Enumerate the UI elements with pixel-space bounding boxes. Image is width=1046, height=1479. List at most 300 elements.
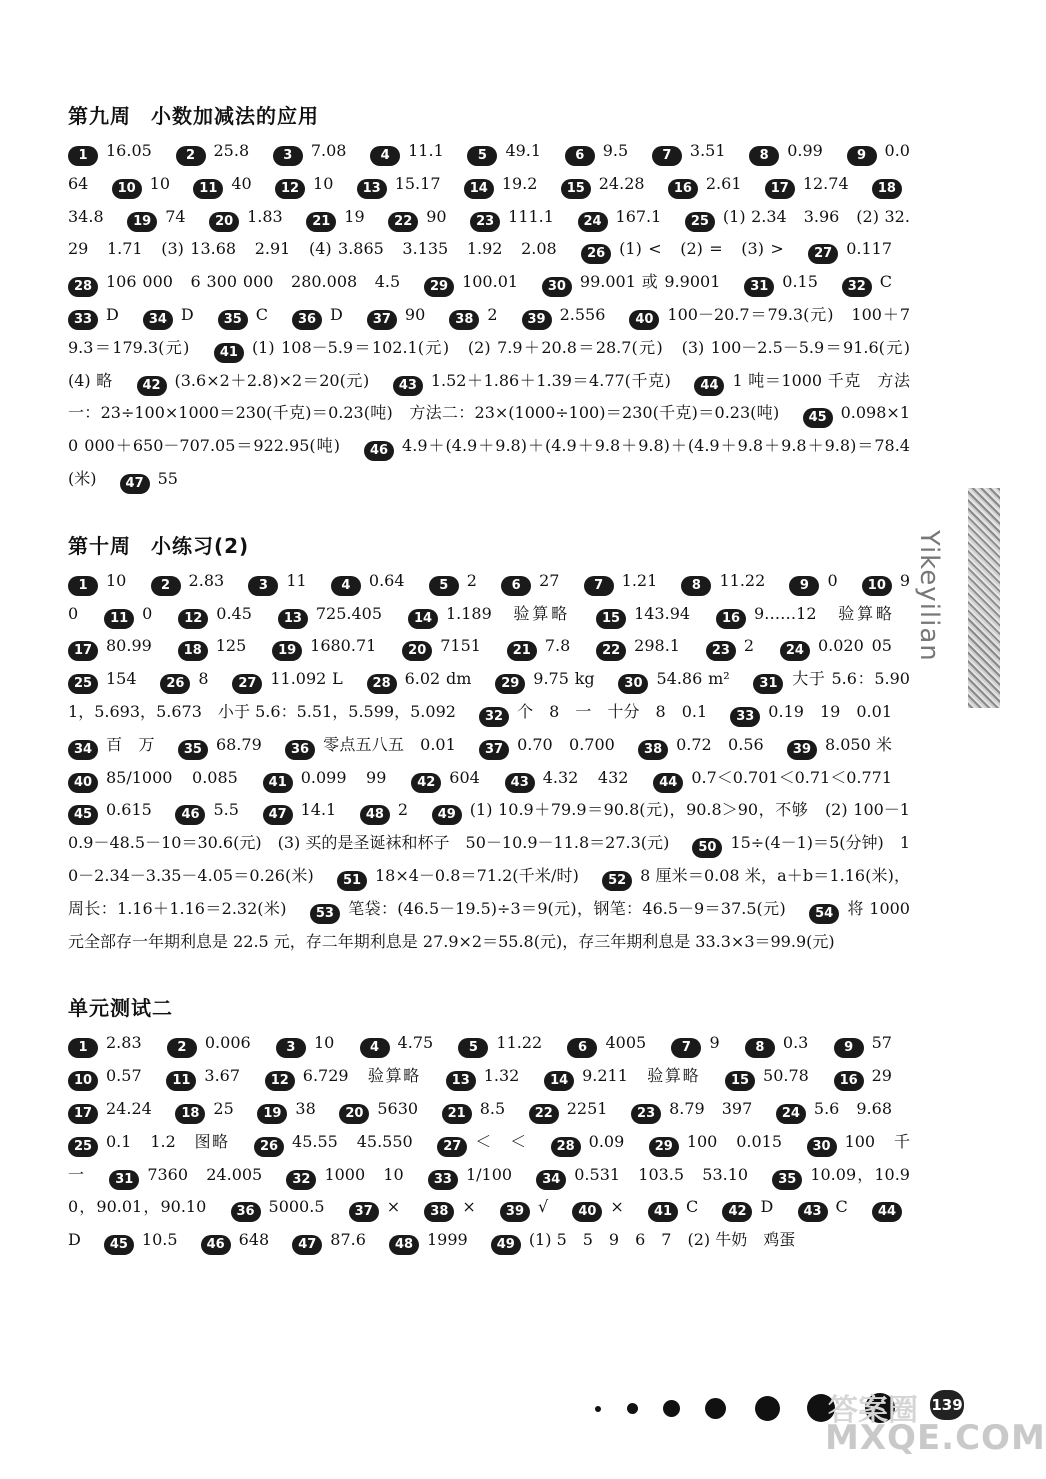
answer-item	[428, 1164, 513, 1187]
answer-item	[178, 603, 252, 626]
question-number-badge: 44	[653, 773, 683, 793]
answer-item	[536, 1164, 749, 1187]
answer-text: 11.1	[408, 141, 444, 160]
question-number-badge: 51	[337, 871, 367, 891]
answer-item	[68, 669, 137, 692]
answer-text: 2	[743, 636, 755, 656]
answer-item	[331, 570, 405, 593]
page-edge-tab	[968, 488, 1000, 708]
answer-item	[201, 1230, 270, 1253]
section-title	[68, 100, 910, 129]
answer-text: 5630	[377, 1098, 419, 1118]
answer-item	[671, 1033, 720, 1056]
answer-text: C	[835, 1197, 848, 1217]
answer-text: 154	[106, 669, 137, 689]
answer-item	[257, 1098, 316, 1121]
answer-item	[68, 800, 152, 823]
question-number-badge: 21	[306, 212, 336, 232]
section-title-text: 第九周	[68, 104, 131, 128]
answer-item	[565, 141, 629, 163]
dot-5	[755, 1396, 780, 1421]
question-number-badge: 34	[536, 1170, 566, 1190]
question-number-badge: 25	[685, 212, 715, 232]
answer-item	[596, 603, 691, 626]
question-number-badge: 33	[428, 1170, 458, 1190]
answer-item	[151, 570, 225, 593]
answer-text: 10.09，10.90，90.01，90.10	[68, 1164, 910, 1217]
question-number-badge: 7	[671, 1038, 701, 1058]
answer-text: 1.32	[483, 1066, 520, 1086]
answer-text: 1.52＋1.86＋1.39＝4.77(千克)	[430, 370, 671, 390]
answer-item	[273, 141, 347, 163]
answer-item	[429, 570, 477, 593]
dot-4	[705, 1398, 726, 1419]
question-number-badge: 39	[787, 740, 817, 760]
answer-text: 2	[466, 570, 477, 590]
question-number-badge: 13	[446, 1071, 476, 1091]
answer-text: 38	[295, 1098, 316, 1118]
answer-item	[745, 1033, 809, 1056]
question-number-badge: 18	[175, 1104, 205, 1124]
answer-item	[551, 1131, 625, 1154]
answer-text: 34.8	[68, 206, 104, 226]
question-number-badge: 6	[501, 576, 531, 596]
answer-item	[68, 636, 152, 659]
answer-item	[581, 239, 784, 262]
answer-text: 27	[539, 570, 560, 590]
answer-text: 3.67	[204, 1066, 241, 1086]
answer-item	[68, 272, 401, 295]
answer-text: ×	[386, 1197, 401, 1217]
answer-text: 2	[397, 800, 409, 820]
answer-item	[209, 206, 283, 229]
answer-item	[765, 173, 849, 196]
answer-item	[501, 570, 560, 593]
answer-text: 5.5	[213, 800, 239, 820]
answer-item	[175, 1098, 234, 1121]
answer-text: 0	[827, 570, 838, 590]
question-number-badge: 4	[360, 1038, 390, 1058]
question-number-badge: 27	[232, 674, 262, 694]
question-number-badge: 17	[68, 1104, 98, 1124]
question-number-badge: 20	[339, 1104, 369, 1124]
question-number-badge: 29	[649, 1137, 679, 1157]
question-number-badge: 42	[411, 773, 441, 793]
question-number-badge: 9	[834, 1038, 864, 1058]
answer-text: 0.57	[106, 1066, 142, 1086]
answer-text: 57	[871, 1033, 892, 1053]
answer-text: 90	[426, 206, 447, 226]
question-number-badge: 24	[776, 1104, 806, 1124]
answer-item	[424, 272, 519, 295]
question-number-badge: 34	[68, 740, 98, 760]
answer-text: 0.1 1.2 图略	[106, 1131, 230, 1151]
answer-item	[367, 304, 426, 327]
answer-item	[631, 1098, 753, 1121]
question-number-badge: 8	[745, 1038, 775, 1058]
answer-text: 1680.71	[310, 636, 377, 656]
answer-text: 298.1	[634, 636, 680, 656]
question-number-badge: 24	[780, 641, 810, 661]
question-number-badge: 20	[209, 212, 239, 232]
question-number-badge: 44	[694, 376, 724, 396]
question-number-badge: 11	[166, 1071, 196, 1091]
answer-text: 11.22	[496, 1033, 543, 1053]
answer-text: 2.556	[559, 304, 606, 324]
answer-text: 9	[709, 1033, 720, 1053]
answer-item	[507, 636, 571, 659]
answer-item	[166, 1066, 241, 1089]
answer-item	[787, 734, 893, 757]
answer-text: D	[68, 1230, 81, 1250]
answer-item	[479, 701, 708, 724]
answer-item	[479, 734, 615, 757]
answer-item	[68, 1131, 230, 1154]
answer-text: 将 1000 元全部存一年期利息是 22.5 元，存二年期利息是 27.9×2＝55.8(元)，存三年期利息是 33.3×3＝99.9(元)	[68, 898, 910, 951]
answer-item	[652, 141, 726, 163]
answer-page	[68, 100, 927, 1291]
answer-item	[500, 1197, 549, 1220]
question-number-badge: 15	[596, 609, 626, 629]
answer-item	[706, 636, 755, 659]
answer-item	[780, 636, 892, 659]
question-number-badge: 48	[389, 1235, 419, 1255]
question-number-badge: 26	[581, 244, 611, 264]
answer-item	[337, 865, 579, 888]
question-number-badge: 48	[360, 805, 390, 825]
answer-item	[393, 370, 671, 393]
answer-text: 8.79 397	[669, 1098, 753, 1118]
question-number-badge: 17	[765, 179, 795, 199]
answer-text: 100 千 一	[68, 1131, 926, 1184]
question-number-badge: 8	[681, 576, 711, 596]
question-number-badge: 18	[178, 641, 208, 661]
answer-item	[275, 173, 334, 196]
question-number-badge: 5	[467, 146, 497, 166]
question-number-badge: 35	[178, 740, 208, 760]
question-number-badge: 12	[178, 609, 208, 629]
section-subtitle: 小数加减法的应用	[151, 104, 319, 128]
answer-item	[567, 1033, 647, 1056]
question-number-badge: 29	[495, 674, 525, 694]
answer-text: 9.211 验算略	[582, 1066, 701, 1086]
answer-item	[716, 603, 892, 626]
answer-item	[68, 1098, 152, 1121]
question-number-badge: 46	[364, 441, 394, 461]
question-number-badge: 37	[367, 310, 397, 330]
watermark: MXQE.COM	[825, 1418, 1046, 1458]
answer-item	[68, 1066, 142, 1089]
answer-item	[109, 1164, 263, 1187]
answer-text: 11.092 L	[270, 669, 343, 689]
question-number-badge: 21	[442, 1104, 472, 1124]
question-number-badge: 16	[716, 609, 746, 629]
section-subtitle: 小练习(2)	[151, 533, 250, 558]
question-number-badge: 15	[725, 1071, 755, 1091]
answer-item	[231, 1197, 325, 1220]
answer-text: 8.5	[479, 1098, 506, 1118]
question-number-badge: 9	[789, 576, 819, 596]
answer-text: 24.28	[598, 173, 645, 193]
answer-item	[542, 272, 721, 295]
question-number-badge: 3	[248, 576, 278, 596]
question-number-badge: 43	[505, 773, 535, 793]
answer-item	[442, 1098, 506, 1121]
answer-text: 10	[313, 1033, 335, 1053]
answer-item	[175, 800, 239, 823]
question-number-badge: 41	[263, 773, 293, 793]
question-number-badge: 18	[872, 179, 902, 199]
answer-text: 0.006	[204, 1033, 251, 1053]
question-number-badge: 2	[176, 146, 206, 166]
answer-text: 15÷(4－1)＝5(分钟) 10－2.34－3.35－4.05＝0.26(米)	[68, 833, 910, 885]
answer-item	[529, 1098, 608, 1121]
answer-text: D	[760, 1197, 774, 1217]
answer-text: 111.1	[508, 206, 554, 226]
answer-text: 100.01	[462, 272, 519, 292]
answer-item	[653, 767, 892, 790]
question-number-badge: 23	[706, 641, 736, 661]
answer-text: 笔袋：(46.5－19.5)÷3＝9(元)，钢笔：46.5－9＝37.5(元)	[347, 898, 786, 918]
question-number-badge: 14	[408, 609, 438, 629]
answer-item	[167, 1033, 251, 1056]
question-number-badge: 27	[437, 1137, 467, 1157]
answer-item	[232, 669, 343, 692]
question-number-badge: 46	[175, 805, 205, 825]
answer-list	[68, 565, 910, 959]
answer-text: 大于 5.6：5.901，5.693，5.673 小于 5.6：5.51，5.599，5.092	[68, 669, 910, 721]
question-number-badge: 3	[273, 146, 303, 166]
question-number-badge: 49	[491, 1235, 521, 1255]
question-number-badge: 28	[551, 1137, 581, 1157]
answer-text: ×	[610, 1197, 624, 1217]
answer-item	[104, 1230, 178, 1253]
question-number-badge: 1	[68, 576, 98, 596]
answer-text: 0.45	[216, 603, 252, 623]
answer-item	[834, 1033, 892, 1056]
question-number-badge: 26	[160, 674, 190, 694]
question-number-badge: 10	[112, 179, 142, 199]
answer-text: D	[330, 304, 343, 324]
answer-item	[68, 767, 238, 790]
question-number-badge: 35	[218, 310, 248, 330]
answer-text: 百 万	[106, 734, 155, 754]
answer-text: 0.098×10 000＋650－707.05＝922.95(吨)	[68, 403, 910, 456]
question-number-badge: 4	[331, 576, 361, 596]
answer-item	[618, 669, 730, 692]
question-number-badge: 34	[143, 310, 173, 330]
answer-item	[464, 173, 538, 196]
answer-item	[437, 1131, 527, 1154]
answer-text: ×	[462, 1197, 476, 1217]
question-number-badge: 30	[807, 1137, 837, 1157]
answer-item	[285, 734, 456, 757]
answer-item	[730, 701, 893, 724]
answer-text: 7151	[440, 636, 481, 656]
answer-item	[584, 570, 658, 593]
answer-text: 0	[142, 603, 153, 623]
question-number-badge: 17	[68, 641, 98, 661]
question-number-badge: 40	[629, 310, 659, 330]
answer-text: 45.55 45.550	[292, 1131, 413, 1151]
question-number-badge: 32	[286, 1170, 316, 1190]
question-number-badge: 5	[458, 1038, 488, 1058]
question-number-badge: 6	[567, 1038, 597, 1058]
answer-text: 24.24	[106, 1098, 152, 1118]
answer-text: 6.729 验算略	[302, 1066, 421, 1086]
answer-text: 604	[449, 767, 480, 787]
answer-text: 7360 24.005	[147, 1164, 263, 1184]
question-number-badge: 12	[265, 1071, 295, 1091]
answer-text: 5.6 9.68	[813, 1098, 892, 1118]
answer-item	[491, 1230, 796, 1253]
question-number-badge: 22	[529, 1104, 559, 1124]
question-number-badge: 4	[370, 146, 400, 166]
answer-text: 11	[286, 570, 307, 590]
answer-text: 0.531 103.5 53.10	[574, 1164, 749, 1184]
question-number-badge: 47	[263, 805, 293, 825]
answer-text: 648	[238, 1230, 270, 1250]
answer-section	[68, 100, 927, 496]
answer-text: 1000 10	[324, 1164, 404, 1184]
answer-text: 68.79	[215, 734, 262, 754]
answer-item	[339, 1098, 419, 1121]
answer-item	[360, 1033, 434, 1056]
answer-text: 10	[313, 173, 334, 193]
question-number-badge: 52	[602, 871, 632, 891]
question-number-badge: 7	[652, 146, 682, 166]
question-number-badge: 27	[808, 244, 838, 264]
answer-text: 0.099 99	[300, 767, 387, 787]
answer-text: 7.08	[310, 141, 347, 160]
question-number-badge: 11	[193, 179, 223, 199]
answer-text: 15.17	[394, 173, 441, 193]
answer-text: (1) < (2) = (3) >	[619, 239, 784, 259]
answer-text: 0.09	[588, 1131, 625, 1151]
answer-item	[367, 669, 472, 692]
answer-item	[411, 767, 480, 790]
section-title-text: 单元测试二	[68, 996, 173, 1021]
answer-text: (1) 10.9＋79.9＝90.8(元)，90.8＞90，不够 (2) 100－10.9－48.5－10＝30.6(元) (3) 买的是圣诞袜和杯子 50－10.9－11.8＝27.3(元)	[68, 800, 910, 853]
question-number-badge: 43	[393, 376, 423, 396]
answer-item	[218, 304, 268, 327]
answer-item	[798, 1197, 848, 1220]
answer-item	[458, 1033, 543, 1056]
answer-text: 85/1000 0.085	[106, 767, 238, 787]
answer-text: 106 000 6 300 000 280.008 4.5	[106, 272, 401, 292]
answer-item	[265, 1066, 421, 1089]
question-number-badge: 40	[572, 1202, 602, 1222]
question-number-badge: 25	[68, 1137, 98, 1157]
answer-item	[292, 304, 343, 327]
question-number-badge: 11	[104, 609, 134, 629]
answer-item	[389, 1230, 468, 1253]
answer-text: 4.75	[397, 1033, 434, 1053]
answer-text: 0.020 05	[817, 636, 892, 656]
question-number-badge: 22	[596, 641, 626, 661]
dot-2	[627, 1403, 638, 1414]
answer-item	[789, 570, 838, 593]
question-number-badge: 38	[449, 310, 479, 330]
answer-text: 0.64	[368, 570, 405, 590]
answer-item	[68, 1033, 142, 1056]
answer-text: C	[879, 272, 893, 292]
question-number-badge: 45	[68, 805, 98, 825]
question-number-badge: 41	[648, 1202, 678, 1222]
answer-item	[808, 239, 892, 262]
answer-text: C	[686, 1197, 699, 1217]
answer-text: 8.050 米	[824, 734, 893, 754]
answer-item	[408, 603, 571, 626]
question-number-badge: 8	[749, 146, 779, 166]
answer-list	[68, 135, 927, 496]
question-number-badge: 23	[470, 212, 500, 232]
question-number-badge: 28	[367, 674, 397, 694]
answer-text: 99.001 或 9.9001	[579, 272, 721, 292]
answer-item	[402, 636, 481, 659]
answer-text: (1) 108－5.9＝102.1(元) (2) 7.9＋20.8＝28.7(元) (3) 100－2.5－5.9＝91.6(元) (4) 略	[68, 337, 927, 390]
question-number-badge: 42	[137, 376, 167, 396]
answer-item	[272, 636, 377, 659]
question-number-badge: 13	[278, 609, 308, 629]
question-number-badge: 29	[424, 277, 454, 297]
answer-section	[68, 992, 926, 1257]
answer-item	[495, 669, 595, 692]
answer-item	[776, 1098, 892, 1121]
question-number-badge: 23	[631, 1104, 661, 1124]
answer-item	[137, 370, 370, 393]
answer-text: 19	[344, 206, 365, 226]
answer-text: 5000.5	[268, 1197, 325, 1217]
answer-item	[127, 206, 186, 229]
answer-item	[388, 206, 447, 229]
answer-text: 0.19 19 0.01	[768, 701, 893, 721]
answer-text: 40	[231, 173, 252, 193]
answer-item	[668, 173, 742, 196]
answer-text: 25	[213, 1098, 234, 1118]
answer-item	[572, 1197, 624, 1220]
answer-item	[178, 734, 262, 757]
answer-text: 2	[487, 304, 498, 324]
answer-item	[749, 141, 823, 163]
answer-item	[112, 173, 171, 196]
question-number-badge: 32	[479, 707, 509, 727]
answer-text: 10	[106, 570, 127, 590]
question-number-badge: 43	[798, 1202, 828, 1222]
question-number-badge: 32	[842, 277, 872, 297]
answer-item	[842, 272, 893, 295]
question-number-badge: 24	[578, 212, 608, 232]
question-number-badge: 7	[584, 576, 614, 596]
question-number-badge: 31	[109, 1170, 139, 1190]
question-number-badge: 44	[872, 1202, 902, 1222]
answer-item	[120, 468, 178, 491]
answer-item	[649, 1131, 783, 1154]
answer-text: 1999	[427, 1230, 468, 1250]
answer-text: 74	[165, 206, 186, 226]
answer-text: 11.22	[719, 570, 766, 590]
question-number-badge: 28	[68, 277, 98, 297]
question-number-badge: 12	[275, 179, 305, 199]
answer-text: 16.05	[106, 141, 152, 160]
question-number-badge: 47	[292, 1235, 322, 1255]
question-number-badge: 3	[276, 1038, 306, 1058]
answer-text: 125	[215, 636, 247, 656]
answer-text: 12.74	[802, 173, 849, 193]
answer-text: 167.1	[615, 206, 662, 226]
answer-item	[143, 304, 194, 327]
answer-item	[254, 1131, 413, 1154]
